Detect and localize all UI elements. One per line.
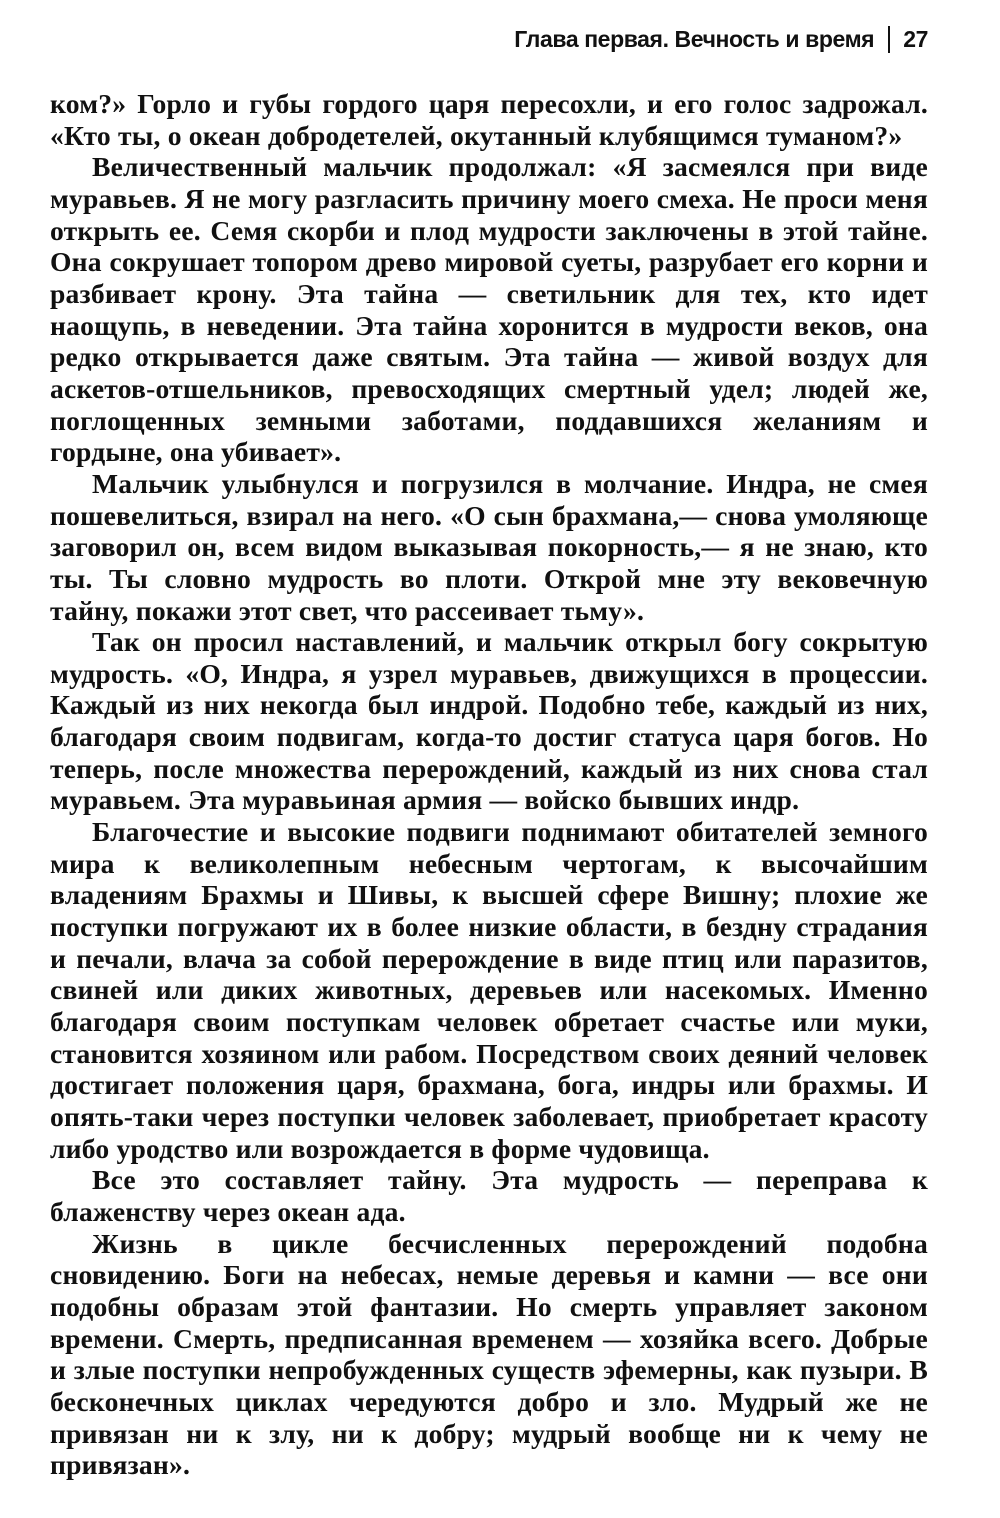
body-text	[50, 88, 928, 1481]
page-number: 27	[903, 26, 928, 52]
chapter-title: Глава первая. Вечность и время	[514, 26, 875, 52]
paragraph-continued: ком?» Горло и губы гордого царя пересохли, и его голос задрожал. «Кто ты, о океан добродетелей, окутанный клубящимся туманом?»	[50, 88, 928, 151]
paragraph: Благочестие и высокие подвиги поднимают обитателей земного мира к великолепным небесным чертогам, к высочайшим владениям Брахмы и Шивы, к высшей сфере Вишну; плохие же поступки погружают их в более низкие области, в бездну страдания и печали, влача за собой перерождение в виде птиц или паразитов, свиней или диких животных, деревьев или насекомых. Именно благодаря своим поступкам человек обретает счастье или муки, становится хозяином или рабом. Посредством своих деяний человек достигает положения царя, брахмана, бога, индры или брахмы. И опять-таки через поступки человек заболевает, приобретает красоту либо уродство или возрождается в форме чудовища.	[50, 816, 928, 1164]
header-separator	[888, 26, 890, 53]
paragraph: Мальчик улыбнулся и погрузился в молчание. Индра, не смея пошевелиться, взирал на него. «О сын брахмана,— снова умоляюще заговорил он, всем видом выказывая покорность,— я не знаю, кто ты. Ты словно мудрость во плоти. Открой мне эту вековечную тайну, покажи этот свет, что рассеивает тьму».	[50, 467, 928, 626]
paragraph: Так он просил наставлений, и мальчик открыл богу сокрытую мудрость. «О, Индра, я узрел муравьев, движущихся в процессии. Каждый из них некогда был индрой. Подобно тебе, каждый из них, благодаря своим подвигам, когда-то достиг статуса царя богов. Но теперь, после множества перерождений, каждый из них снова стал муравьем. Эта муравьиная армия — войско бывших индр.	[50, 626, 928, 816]
paragraph: Величественный мальчик продолжал: «Я засмеялся при виде муравьев. Я не могу разгласить причину моего смеха. Не проси меня открыть ее. Семя скорби и плод мудрости заключены в этой тайне. Она сокрушает топором древо мировой суеты, разрубает его корни и разбивает крону. Эта тайна — светильник для тех, кто идет наощупь, в неведении. Эта тайна хоронится в мудрости веков, она редко открывается даже святым. Эта тайна — живой воздух для аскетов-отшельников, превосходящих смертный удел; людей же, поглощенных земными заботами, поддавшихся желаниям и гордыне, она убивает».	[50, 151, 928, 468]
running-header	[514, 26, 928, 53]
paragraph: Все это составляет тайну. Эта мудрость — переправа к блаженству через океан ада.	[50, 1164, 928, 1227]
paragraph: Жизнь в цикле бесчисленных перерождений подобна сновидению. Боги на небесах, немые деревья и камни — все они подобны образам этой фантазии. Но смерть управляет законом времени. Смерть, предписанная временем — хозяйка всего. Добрые и злые поступки непробужденных существ эфемерны, как пузыри. В бесконечных циклах чередуются добро и зло. Мудрый же не привязан ни к злу, ни к добру; мудрый вообще ни к чему не привязан».	[50, 1227, 928, 1481]
